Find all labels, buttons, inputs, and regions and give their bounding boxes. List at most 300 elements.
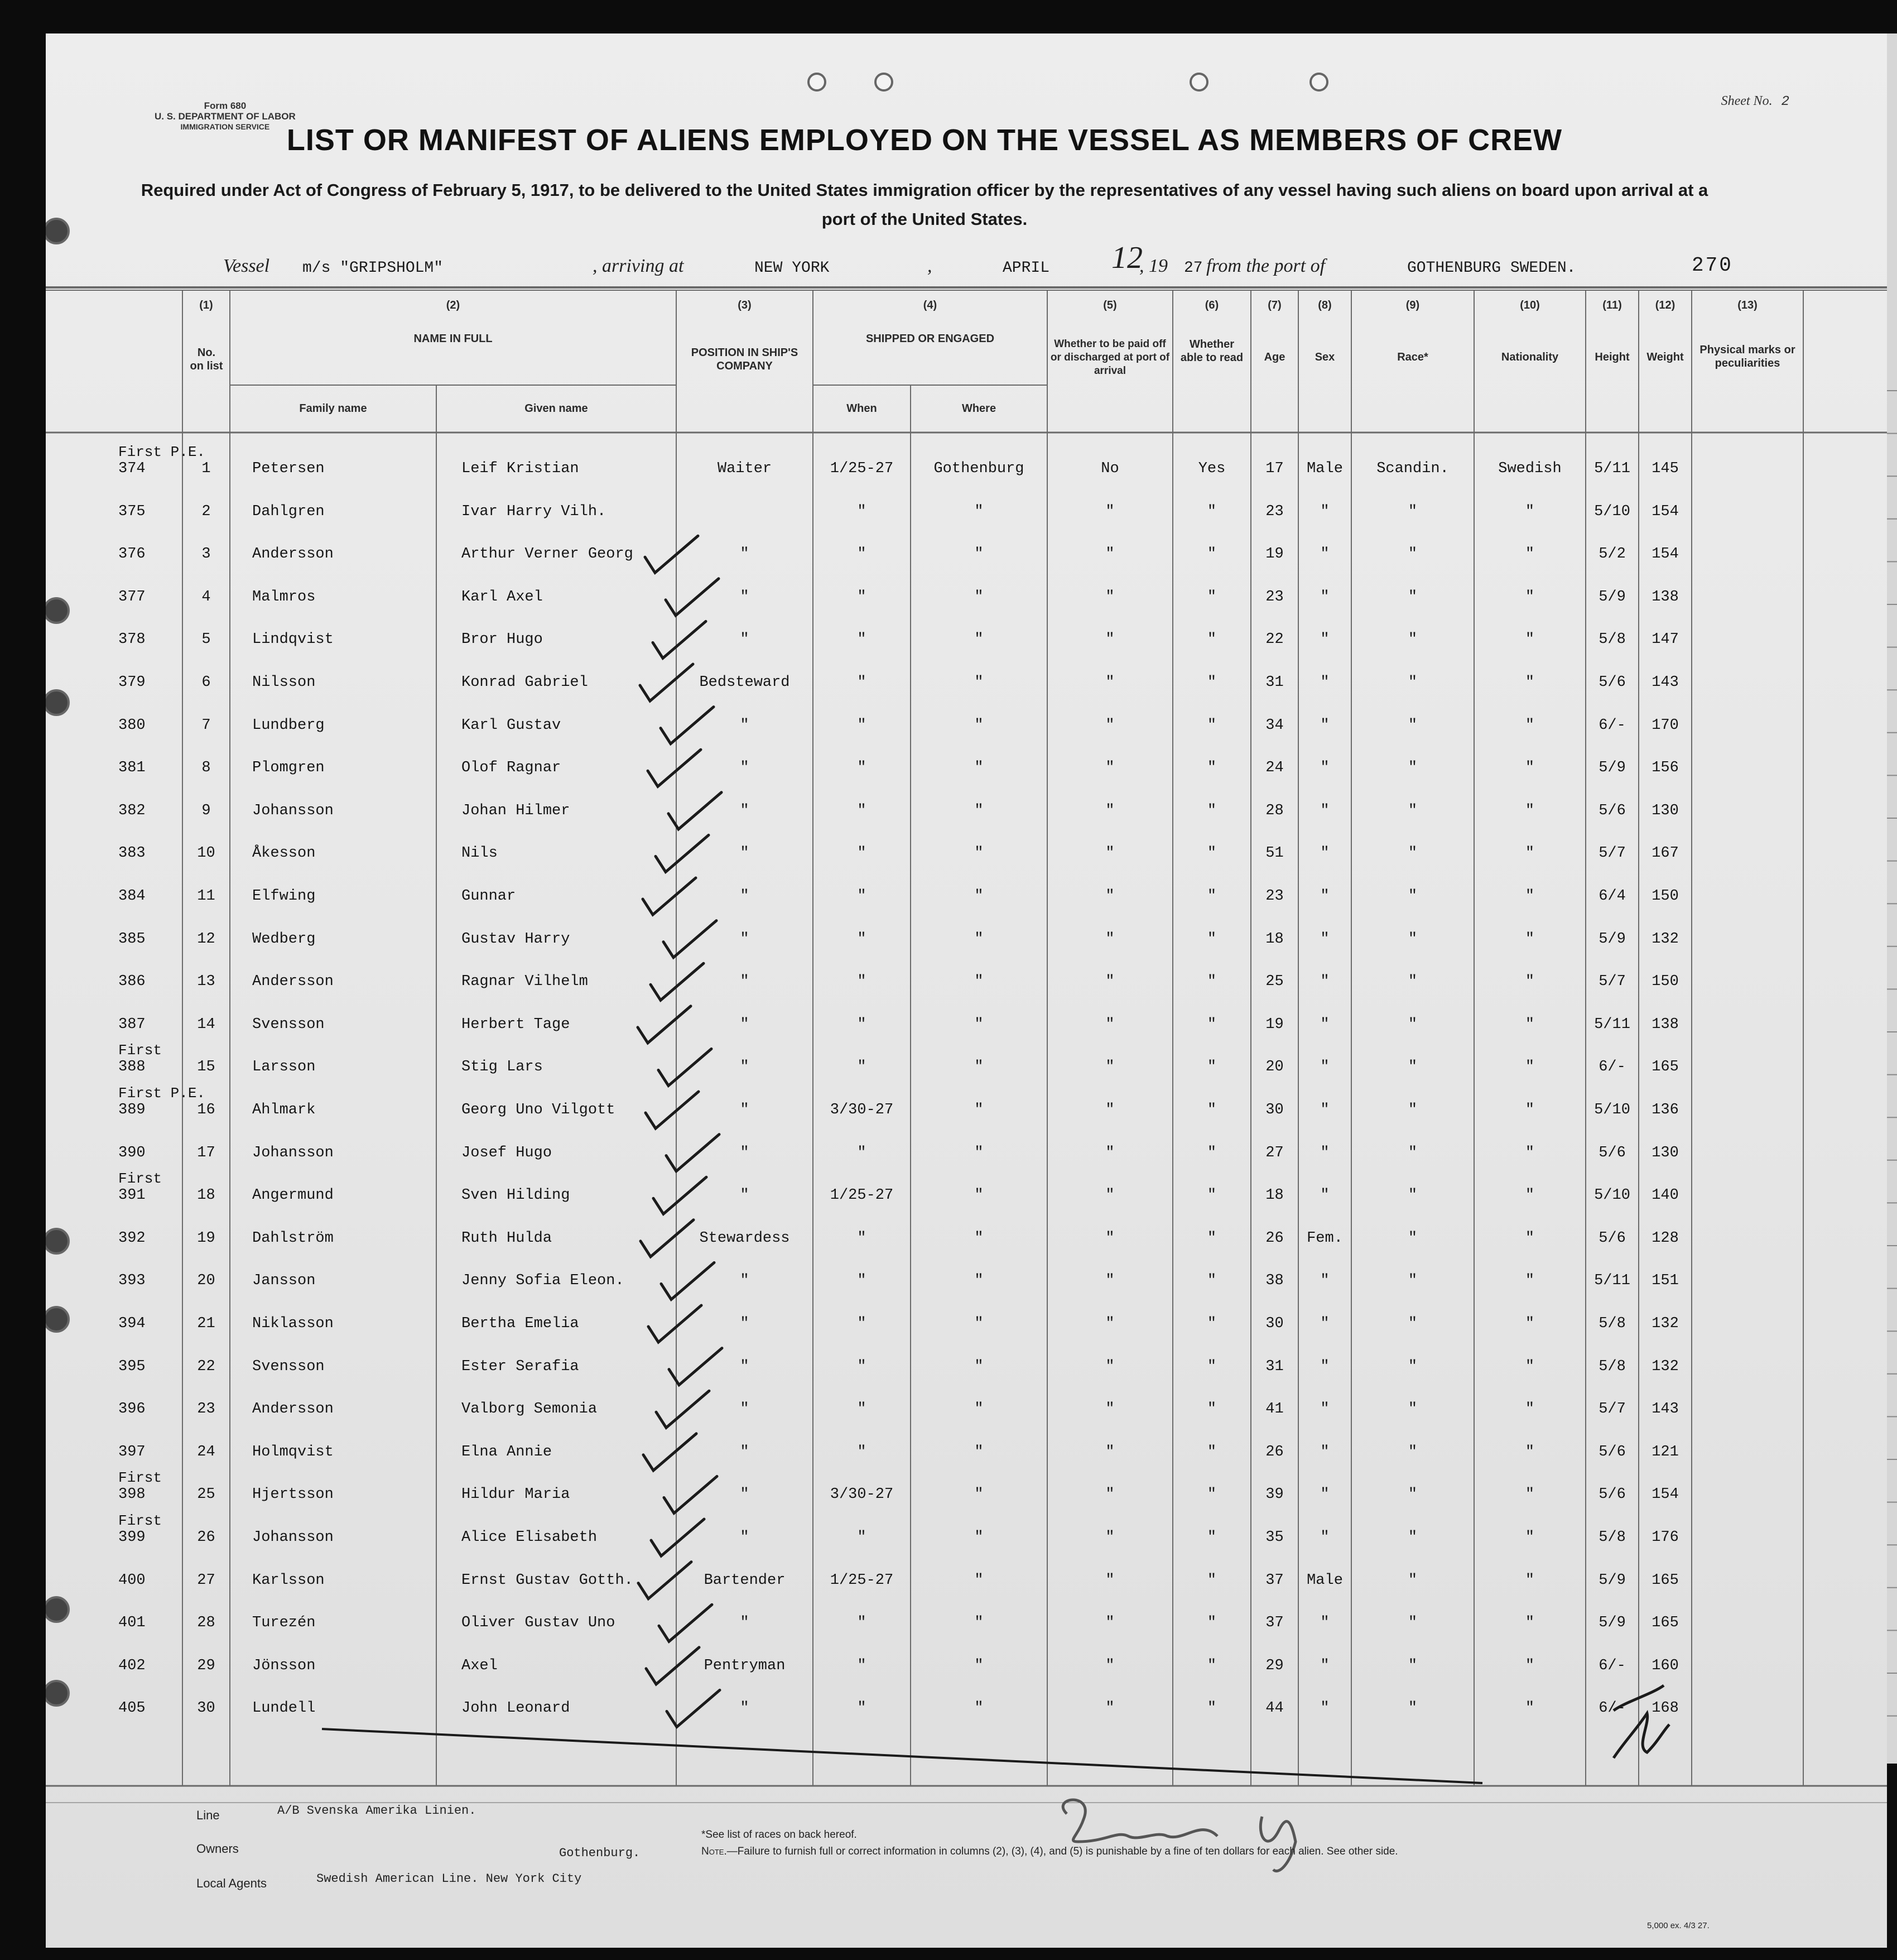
row-number: 18 bbox=[197, 1187, 215, 1204]
family-name: Turezén bbox=[252, 1615, 316, 1632]
margin-note: First bbox=[118, 1512, 162, 1529]
col2-given-label: Given name bbox=[524, 402, 588, 415]
able-to-read: " bbox=[1207, 631, 1217, 648]
able-to-read: " bbox=[1207, 1657, 1217, 1674]
col9-number: (9) bbox=[1405, 299, 1420, 311]
height: 5/7 bbox=[1599, 1401, 1626, 1418]
race: " bbox=[1408, 888, 1418, 905]
given-name: Jenny Sofia Eleon. bbox=[461, 1272, 624, 1290]
position: " bbox=[740, 802, 749, 819]
paid-off: " bbox=[1105, 1443, 1115, 1461]
weight: 165 bbox=[1652, 1572, 1679, 1589]
age: 22 bbox=[1265, 631, 1284, 648]
position: " bbox=[740, 760, 749, 777]
position: " bbox=[740, 1443, 749, 1461]
sex: Male bbox=[1307, 460, 1343, 477]
able-to-read: " bbox=[1207, 1486, 1217, 1503]
arrival-year: 27 bbox=[1184, 260, 1203, 277]
able-to-read: " bbox=[1207, 1700, 1217, 1717]
weight: 167 bbox=[1652, 845, 1679, 862]
sex: " bbox=[1320, 1529, 1330, 1546]
comma: , bbox=[927, 256, 932, 276]
paid-off: " bbox=[1105, 1401, 1115, 1418]
age: 30 bbox=[1265, 1315, 1284, 1332]
position: " bbox=[740, 1615, 749, 1632]
family-name: Lindqvist bbox=[252, 631, 334, 648]
nationality: " bbox=[1525, 1102, 1535, 1118]
weight: 154 bbox=[1652, 503, 1679, 520]
given-name: Valborg Semonia bbox=[461, 1401, 598, 1418]
row-number: 8 bbox=[201, 760, 211, 777]
weight: 143 bbox=[1652, 674, 1679, 691]
race: Scandin. bbox=[1376, 460, 1449, 477]
family-name: Karlsson bbox=[252, 1572, 325, 1589]
able-to-read: " bbox=[1207, 588, 1217, 606]
sex: " bbox=[1320, 760, 1330, 777]
able-to-read: " bbox=[1207, 1615, 1217, 1632]
nationality: " bbox=[1525, 930, 1535, 948]
age: 25 bbox=[1265, 973, 1284, 991]
given-name: Gunnar bbox=[461, 888, 516, 905]
check-mark bbox=[669, 1348, 722, 1385]
able-to-read: " bbox=[1207, 674, 1217, 691]
position: " bbox=[740, 845, 749, 862]
nationality: " bbox=[1525, 1615, 1535, 1632]
margin-sequence-number: 388 bbox=[118, 1059, 146, 1076]
nationality: " bbox=[1525, 1572, 1535, 1589]
shipped-where: " bbox=[974, 802, 984, 819]
margin-sequence-number: 389 bbox=[118, 1102, 146, 1118]
position: " bbox=[740, 588, 749, 606]
age: 19 bbox=[1265, 1016, 1284, 1033]
weight: 165 bbox=[1652, 1615, 1679, 1632]
given-name: Herbert Tage bbox=[461, 1016, 570, 1033]
margin-note: First bbox=[118, 1042, 162, 1059]
penalty-note bbox=[701, 1846, 1398, 1858]
given-name: Konrad Gabriel bbox=[461, 674, 588, 691]
height: 5/6 bbox=[1599, 1229, 1626, 1247]
nationality: " bbox=[1525, 1059, 1535, 1076]
shipped-where: " bbox=[974, 888, 984, 905]
height: 5/6 bbox=[1599, 802, 1626, 819]
row-number: 15 bbox=[197, 1059, 215, 1076]
margin-sequence-number: 385 bbox=[118, 930, 146, 948]
paid-off: " bbox=[1105, 1315, 1115, 1332]
shipped-when: " bbox=[857, 1315, 866, 1332]
age: 20 bbox=[1265, 1059, 1284, 1076]
position: " bbox=[740, 1700, 749, 1717]
paid-off: " bbox=[1105, 1358, 1115, 1375]
shipped-when: " bbox=[857, 546, 866, 563]
row-number: 16 bbox=[197, 1102, 215, 1118]
weight: 130 bbox=[1652, 1144, 1679, 1161]
check-mark bbox=[640, 664, 693, 701]
sex: " bbox=[1320, 546, 1330, 563]
given-name: Gustav Harry bbox=[461, 930, 570, 948]
nationality: " bbox=[1525, 717, 1535, 734]
race: " bbox=[1408, 1059, 1418, 1076]
col7-label: Age bbox=[1264, 351, 1285, 363]
row-number: 24 bbox=[197, 1443, 215, 1461]
family-name: Elfwing bbox=[252, 888, 316, 905]
shipped-where: " bbox=[974, 1486, 984, 1503]
sex: " bbox=[1320, 1315, 1330, 1332]
weight: 128 bbox=[1652, 1229, 1679, 1247]
family-name: Johansson bbox=[252, 1144, 334, 1161]
weight: 130 bbox=[1652, 802, 1679, 819]
age: 39 bbox=[1265, 1486, 1284, 1503]
check-mark bbox=[646, 1647, 699, 1684]
row-number: 25 bbox=[197, 1486, 215, 1503]
height: 6/- bbox=[1599, 1700, 1626, 1717]
margin-sequence-number: 397 bbox=[118, 1443, 146, 1461]
position: " bbox=[740, 1358, 749, 1375]
age: 44 bbox=[1265, 1700, 1284, 1717]
check-mark bbox=[664, 1476, 717, 1513]
able-to-read: " bbox=[1207, 802, 1217, 819]
shipped-when: " bbox=[857, 1144, 866, 1161]
family-name: Andersson bbox=[252, 546, 334, 563]
sex: " bbox=[1320, 1486, 1330, 1503]
age: 37 bbox=[1265, 1572, 1284, 1589]
shipped-where: " bbox=[974, 1615, 984, 1632]
check-mark bbox=[668, 792, 721, 829]
races-note: *See list of races on back hereof. bbox=[701, 1829, 857, 1841]
weight: 147 bbox=[1652, 631, 1679, 648]
shipped-where: " bbox=[974, 1358, 984, 1375]
shipped-when: " bbox=[857, 1401, 866, 1418]
given-name: Nils bbox=[461, 845, 498, 862]
age: 18 bbox=[1265, 1187, 1284, 1204]
vessel-name: m/s "GRIPSHOLM" bbox=[302, 260, 444, 277]
shipped-when: " bbox=[857, 1657, 866, 1674]
paid-off: " bbox=[1105, 1272, 1115, 1290]
position: " bbox=[740, 546, 749, 563]
able-to-read: " bbox=[1207, 888, 1217, 905]
margin-sequence-number: 378 bbox=[118, 631, 146, 648]
race: " bbox=[1408, 1486, 1418, 1503]
paid-off: " bbox=[1105, 802, 1115, 819]
height: 5/10 bbox=[1594, 503, 1630, 520]
initials-signature bbox=[1614, 1685, 1669, 1758]
weight: 168 bbox=[1652, 1700, 1679, 1717]
height: 5/6 bbox=[1599, 1443, 1626, 1461]
age: 23 bbox=[1265, 503, 1284, 520]
weight: 132 bbox=[1652, 930, 1679, 948]
age: 37 bbox=[1265, 1615, 1284, 1632]
paid-off: " bbox=[1105, 1016, 1115, 1033]
height: 5/8 bbox=[1599, 1529, 1626, 1546]
margin-sequence-number: 405 bbox=[118, 1700, 146, 1717]
margin-sequence-number: 386 bbox=[118, 973, 146, 991]
family-name: Jönsson bbox=[252, 1657, 316, 1674]
given-name: Sven Hilding bbox=[461, 1187, 570, 1204]
form-number: Form 680 bbox=[204, 100, 247, 111]
paid-off: " bbox=[1105, 1059, 1115, 1076]
age: 26 bbox=[1265, 1229, 1284, 1247]
weight: 140 bbox=[1652, 1187, 1679, 1204]
position: " bbox=[740, 888, 749, 905]
able-to-read: " bbox=[1207, 1572, 1217, 1589]
weight: 156 bbox=[1652, 760, 1679, 777]
race: " bbox=[1408, 845, 1418, 862]
age: 28 bbox=[1265, 802, 1284, 819]
check-mark bbox=[656, 835, 709, 872]
family-name: Lundberg bbox=[252, 717, 325, 734]
race: " bbox=[1408, 1657, 1418, 1674]
family-name: Dahlgren bbox=[252, 503, 325, 520]
height: 5/2 bbox=[1599, 546, 1626, 563]
able-to-read: " bbox=[1207, 1144, 1217, 1161]
paid-off: " bbox=[1105, 1187, 1115, 1204]
age: 41 bbox=[1265, 1401, 1284, 1418]
margin-sequence-number: 376 bbox=[118, 546, 146, 563]
race: " bbox=[1408, 1700, 1418, 1717]
col12-number: (12) bbox=[1655, 299, 1675, 311]
line-label: Line bbox=[196, 1808, 220, 1822]
race: " bbox=[1408, 1144, 1418, 1161]
able-to-read: Yes bbox=[1198, 460, 1226, 477]
weight: 136 bbox=[1652, 1102, 1679, 1118]
col2-label: NAME IN FULL bbox=[413, 333, 493, 345]
position: " bbox=[740, 973, 749, 991]
margin-sequence-number: 377 bbox=[118, 588, 146, 606]
paid-off: " bbox=[1105, 503, 1115, 520]
age: 30 bbox=[1265, 1102, 1284, 1118]
height: 5/9 bbox=[1599, 930, 1626, 948]
sex: " bbox=[1320, 1016, 1330, 1033]
position: " bbox=[740, 1315, 749, 1332]
weight: 150 bbox=[1652, 888, 1679, 905]
col4-where-label: Where bbox=[961, 402, 996, 415]
able-to-read: " bbox=[1207, 717, 1217, 734]
shipped-where: " bbox=[974, 760, 984, 777]
family-name: Johansson bbox=[252, 802, 334, 819]
nationality: " bbox=[1525, 1229, 1535, 1247]
sex: " bbox=[1320, 1615, 1330, 1632]
arriving-label: , arriving at bbox=[593, 256, 684, 276]
race: " bbox=[1408, 802, 1418, 819]
age: 26 bbox=[1265, 1443, 1284, 1461]
margin-sequence-number: 401 bbox=[118, 1615, 146, 1632]
row-number: 17 bbox=[197, 1144, 215, 1161]
position: " bbox=[740, 1272, 749, 1290]
height: 5/9 bbox=[1599, 588, 1626, 606]
shipped-where: " bbox=[974, 1144, 984, 1161]
family-name: Svensson bbox=[252, 1016, 325, 1033]
able-to-read: " bbox=[1207, 1229, 1217, 1247]
given-name: Oliver Gustav Uno bbox=[461, 1615, 615, 1632]
shipped-where: " bbox=[974, 546, 984, 563]
family-name: Lundell bbox=[252, 1700, 316, 1717]
able-to-read: " bbox=[1207, 760, 1217, 777]
col4-when-label: When bbox=[846, 402, 877, 415]
year-prefix: , 19 bbox=[1139, 256, 1168, 276]
note-label: Note. bbox=[701, 1846, 727, 1857]
shipped-where: " bbox=[974, 1102, 984, 1118]
nationality: " bbox=[1525, 760, 1535, 777]
race: " bbox=[1408, 1615, 1418, 1632]
position: " bbox=[740, 1144, 749, 1161]
able-to-read: " bbox=[1207, 1358, 1217, 1375]
sheet-number-label: Sheet No. bbox=[1721, 94, 1773, 108]
shipped-where: " bbox=[974, 930, 984, 948]
shipped-where: " bbox=[974, 1187, 984, 1204]
sex: Fem. bbox=[1307, 1229, 1343, 1247]
family-name: Larsson bbox=[252, 1059, 316, 1076]
given-name: Elna Annie bbox=[461, 1443, 552, 1461]
nationality: " bbox=[1525, 1443, 1535, 1461]
given-name: Ruth Hulda bbox=[461, 1229, 552, 1247]
given-name: Stig Lars bbox=[461, 1059, 543, 1076]
row-number: 4 bbox=[201, 588, 211, 606]
note-text: —Failure to furnish full or correct information in columns (2), (3), (4), and (5) is punishable by a fine of ten dollars for each alien. See other side. bbox=[726, 1846, 1398, 1857]
row-number: 7 bbox=[201, 717, 211, 734]
sex: " bbox=[1320, 1059, 1330, 1076]
weight: 165 bbox=[1652, 1059, 1679, 1076]
shipped-when: " bbox=[857, 1615, 866, 1632]
position: " bbox=[740, 1486, 749, 1503]
row-number: 2 bbox=[201, 503, 211, 520]
row-number: 26 bbox=[197, 1529, 215, 1546]
arrival-month: APRIL bbox=[1003, 260, 1050, 277]
sex: " bbox=[1320, 1102, 1330, 1118]
sex: " bbox=[1320, 802, 1330, 819]
nationality: " bbox=[1525, 1358, 1535, 1375]
shipped-when: " bbox=[857, 717, 866, 734]
position: " bbox=[740, 1016, 749, 1033]
shipped-when: 1/25-27 bbox=[830, 1572, 894, 1589]
sex: " bbox=[1320, 888, 1330, 905]
col8-label: Sex bbox=[1315, 351, 1335, 363]
age: 19 bbox=[1265, 546, 1284, 563]
nationality: " bbox=[1525, 1272, 1535, 1290]
weight: 154 bbox=[1652, 1486, 1679, 1503]
shipped-where: " bbox=[974, 588, 984, 606]
paid-off: " bbox=[1105, 888, 1115, 905]
check-mark bbox=[658, 1049, 711, 1085]
weight: 154 bbox=[1652, 546, 1679, 563]
race: " bbox=[1408, 717, 1418, 734]
margin-sequence-number: 402 bbox=[118, 1657, 146, 1674]
age: 17 bbox=[1265, 460, 1284, 477]
col10-label: Nationality bbox=[1501, 351, 1559, 363]
family-name: Åkesson bbox=[252, 845, 316, 862]
col1-label: No. on list bbox=[190, 347, 223, 372]
position: " bbox=[740, 1102, 749, 1118]
shipped-when: " bbox=[857, 588, 866, 606]
margin-sequence-number: 392 bbox=[118, 1229, 146, 1247]
weight: 138 bbox=[1652, 1016, 1679, 1033]
family-name: Angermund bbox=[252, 1187, 334, 1204]
sex: " bbox=[1320, 1700, 1330, 1717]
shipped-where: " bbox=[974, 1700, 984, 1717]
shipped-when: " bbox=[857, 760, 866, 777]
given-name: Arthur Verner Georg bbox=[461, 546, 633, 563]
check-mark bbox=[648, 750, 701, 786]
sex: " bbox=[1320, 1187, 1330, 1204]
nationality: " bbox=[1525, 1315, 1535, 1332]
position: " bbox=[740, 1059, 749, 1076]
race: " bbox=[1408, 760, 1418, 777]
nationality: " bbox=[1525, 1016, 1535, 1033]
nationality: " bbox=[1525, 1144, 1535, 1161]
nationality: " bbox=[1525, 1401, 1535, 1418]
shipped-when: " bbox=[857, 631, 866, 648]
given-name: Ivar Harry Vilh. bbox=[461, 503, 606, 520]
service-name: IMMIGRATION SERVICE bbox=[180, 122, 270, 131]
shipped-when: " bbox=[857, 888, 866, 905]
paid-off: " bbox=[1105, 930, 1115, 948]
shipped-where: " bbox=[974, 503, 984, 520]
sheet-stamp: 270 bbox=[1692, 254, 1733, 277]
able-to-read: " bbox=[1207, 546, 1217, 563]
shipped-when: " bbox=[857, 674, 866, 691]
col8-number: (8) bbox=[1318, 299, 1332, 311]
paid-off: " bbox=[1105, 1102, 1115, 1118]
given-name: Hildur Maria bbox=[461, 1486, 570, 1503]
check-mark bbox=[663, 921, 716, 958]
able-to-read: " bbox=[1207, 845, 1217, 862]
able-to-read: " bbox=[1207, 1187, 1217, 1204]
paid-off: " bbox=[1105, 1144, 1115, 1161]
age: 27 bbox=[1265, 1144, 1284, 1161]
race: " bbox=[1408, 1315, 1418, 1332]
col6-label: Whether able to read bbox=[1180, 338, 1244, 364]
check-mark bbox=[651, 963, 704, 1000]
race: " bbox=[1408, 1102, 1418, 1118]
nationality: " bbox=[1525, 1700, 1535, 1717]
shipped-where: " bbox=[974, 1229, 984, 1247]
position: Bedsteward bbox=[699, 674, 790, 691]
check-mark bbox=[656, 1391, 709, 1428]
strike-line bbox=[322, 1729, 1482, 1783]
shipped-when: " bbox=[857, 1016, 866, 1033]
shipped-when: " bbox=[857, 1229, 866, 1247]
position: " bbox=[740, 1401, 749, 1418]
family-name: Svensson bbox=[252, 1358, 325, 1375]
owners-label: Owners bbox=[196, 1842, 239, 1856]
col13-label: Physical marks or peculiarities bbox=[1699, 344, 1795, 369]
able-to-read: " bbox=[1207, 1272, 1217, 1290]
col5-number: (5) bbox=[1103, 299, 1117, 311]
paid-off: No bbox=[1101, 460, 1119, 477]
sex: " bbox=[1320, 717, 1330, 734]
position: " bbox=[740, 631, 749, 648]
row-number: 22 bbox=[197, 1358, 215, 1375]
height: 5/10 bbox=[1594, 1187, 1630, 1204]
check-mark bbox=[641, 1220, 694, 1257]
height: 6/- bbox=[1599, 1059, 1626, 1076]
age: 34 bbox=[1265, 717, 1284, 734]
nationality: " bbox=[1525, 503, 1535, 520]
position: " bbox=[740, 930, 749, 948]
height: 5/7 bbox=[1599, 973, 1626, 991]
paid-off: " bbox=[1105, 1657, 1115, 1674]
age: 23 bbox=[1265, 888, 1284, 905]
nationality: " bbox=[1525, 802, 1535, 819]
shipped-where: " bbox=[974, 845, 984, 862]
able-to-read: " bbox=[1207, 1443, 1217, 1461]
check-mark bbox=[653, 621, 706, 658]
weight: 121 bbox=[1652, 1443, 1679, 1461]
height: 5/9 bbox=[1599, 1615, 1626, 1632]
weight: 170 bbox=[1652, 717, 1679, 734]
age: 35 bbox=[1265, 1529, 1284, 1546]
margin-note: First bbox=[118, 1469, 162, 1487]
nationality: " bbox=[1525, 674, 1535, 691]
height: 5/9 bbox=[1599, 1572, 1626, 1589]
